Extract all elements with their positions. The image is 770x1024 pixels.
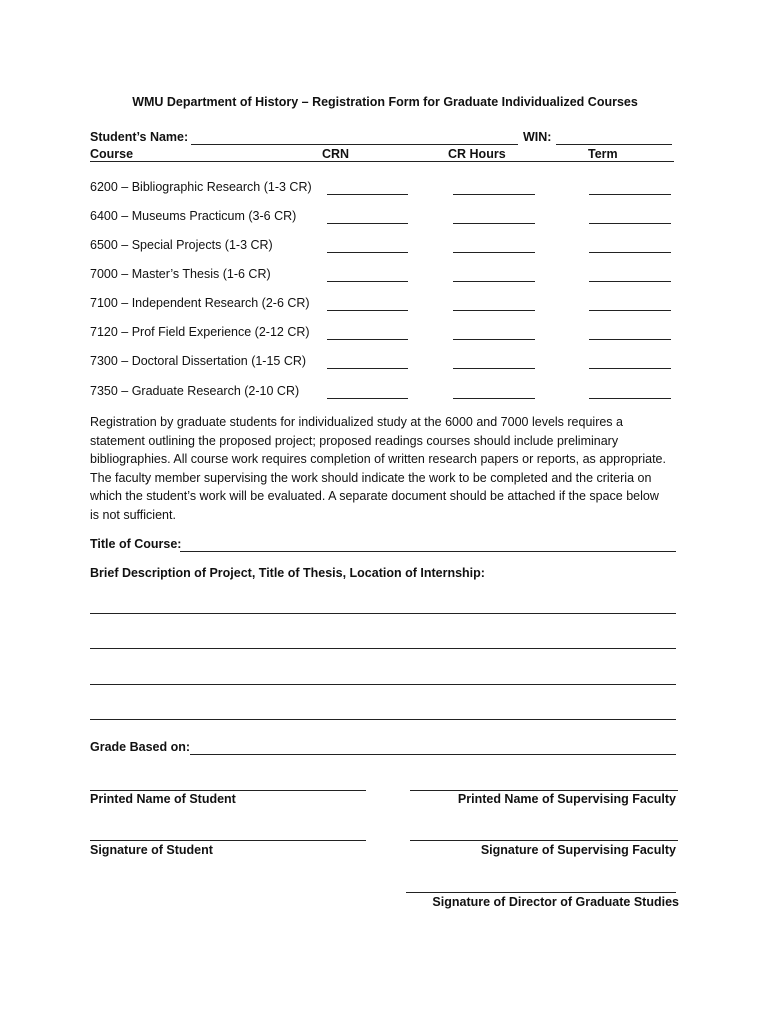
cr-hours-field[interactable]	[453, 398, 535, 399]
crn-field[interactable]	[327, 339, 408, 340]
course-label: 6400 – Museums Practicum (3-6 CR)	[90, 209, 297, 223]
printed-faculty-label: Printed Name of Supervising Faculty	[457, 792, 676, 806]
course-label: 7100 – Independent Research (2-6 CR)	[90, 296, 310, 310]
cr-hours-field[interactable]	[453, 368, 535, 369]
grade-based-on-label: Grade Based on:	[90, 740, 191, 754]
crn-field[interactable]	[327, 281, 408, 282]
cr-hours-field[interactable]	[453, 339, 535, 340]
term-field[interactable]	[589, 398, 671, 399]
description-line-1[interactable]	[90, 613, 676, 614]
description-line-3[interactable]	[90, 684, 676, 685]
header-cr-hours: CR Hours	[448, 147, 580, 162]
student-name-field[interactable]	[191, 144, 518, 145]
form-title: WMU Department of History – Registration Form for Graduate Individualized Courses	[132, 95, 638, 109]
crn-field[interactable]	[327, 194, 408, 195]
term-field[interactable]	[589, 339, 671, 340]
crn-field[interactable]	[327, 223, 408, 224]
grade-based-on-field[interactable]	[190, 754, 676, 755]
course-label: 7120 – Prof Field Experience (2-12 CR)	[90, 325, 310, 339]
crn-field[interactable]	[327, 398, 408, 399]
course-label: 7350 – Graduate Research (2-10 CR)	[90, 384, 300, 398]
printed-student-label: Printed Name of Student	[90, 792, 236, 806]
header-crn: CRN	[322, 147, 448, 162]
term-field[interactable]	[589, 368, 671, 369]
signature-student-line[interactable]	[90, 840, 366, 841]
signature-faculty-line[interactable]	[410, 840, 678, 841]
signature-director-label: Signature of Director of Graduate Studies	[432, 895, 679, 909]
term-field[interactable]	[589, 252, 671, 253]
cr-hours-field[interactable]	[453, 194, 535, 195]
header-course: Course	[90, 147, 322, 162]
term-field[interactable]	[589, 310, 671, 311]
description-line-2[interactable]	[90, 648, 676, 649]
cr-hours-field[interactable]	[453, 223, 535, 224]
course-label: 7000 – Master’s Thesis (1-6 CR)	[90, 267, 271, 281]
course-label: 6200 – Bibliographic Research (1-3 CR)	[90, 180, 312, 194]
signature-faculty-label: Signature of Supervising Faculty	[480, 843, 676, 857]
term-field[interactable]	[589, 194, 671, 195]
student-name-label: Student’s Name:	[90, 130, 189, 144]
win-label: WIN:	[523, 130, 552, 144]
signature-student-label: Signature of Student	[90, 843, 213, 857]
cr-hours-field[interactable]	[453, 310, 535, 311]
course-label: 6500 – Special Projects (1-3 CR)	[90, 238, 273, 252]
title-of-course-label: Title of Course:	[90, 537, 182, 551]
term-field[interactable]	[589, 281, 671, 282]
win-field[interactable]	[556, 144, 672, 145]
title-of-course-field[interactable]	[180, 551, 676, 552]
header-term: Term	[580, 147, 674, 162]
printed-faculty-line[interactable]	[410, 790, 678, 791]
course-label: 7300 – Doctoral Dissertation (1-15 CR)	[90, 354, 307, 368]
description-label: Brief Description of Project, Title of Thesis, Location of Internship:	[90, 566, 485, 580]
crn-field[interactable]	[327, 252, 408, 253]
description-line-4[interactable]	[90, 719, 676, 720]
printed-student-line[interactable]	[90, 790, 366, 791]
cr-hours-field[interactable]	[453, 252, 535, 253]
crn-field[interactable]	[327, 310, 408, 311]
cr-hours-field[interactable]	[453, 281, 535, 282]
crn-field[interactable]	[327, 368, 408, 369]
term-field[interactable]	[589, 223, 671, 224]
signature-director-line[interactable]	[406, 892, 676, 893]
instructions-paragraph: Registration by graduate students for individualized study at the 6000 and 7000 levels requires a statement outlining the proposed project; proposed readings courses should include preliminary bibliographies. All course work requires completion of written research papers or reports, as appropriate. The faculty member supervising the work should indicate the work to be completed and the criteria on which the student’s work will be evaluated. A separate document should be attached if the space below is not sufficient.	[90, 415, 666, 522]
